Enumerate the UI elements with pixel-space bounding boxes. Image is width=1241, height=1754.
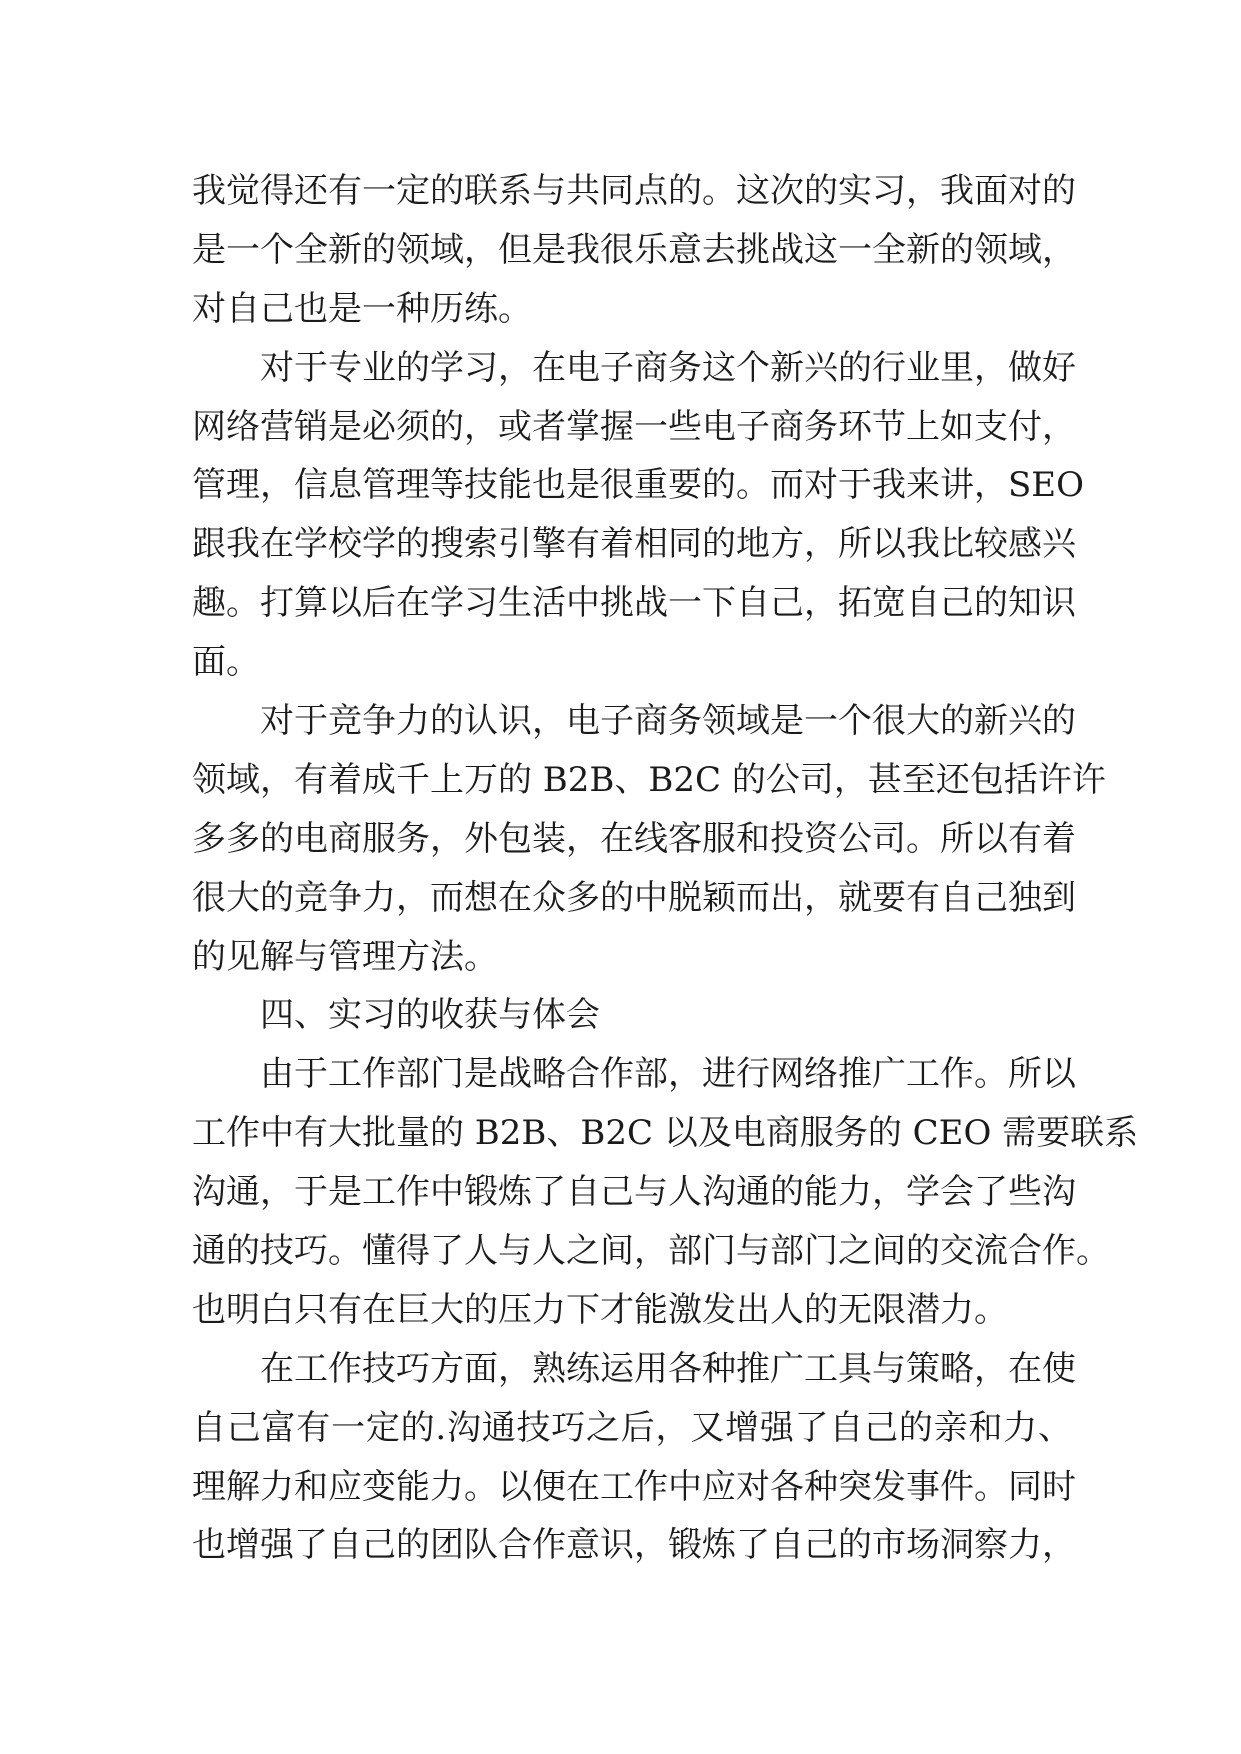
text-line: 管理，信息管理等技能也是很重要的。而对于我来讲，SEO: [192, 465, 1084, 506]
text-line: 沟通，于是工作中锻炼了自己与人沟通的能力，学会了些沟: [192, 1172, 1076, 1213]
text-line: 通的技巧。懂得了人与人之间，部门与部门之间的交流合作。: [192, 1231, 1110, 1272]
text-line: 面。: [192, 642, 260, 683]
text-line: 我觉得还有一定的联系与共同点的。这次的实习，我面对的: [192, 171, 1076, 211]
text-line: 也增强了自己的团队合作意识，锻炼了自己的市场洞察力，: [192, 1525, 1076, 1566]
text-line: 在工作技巧方面，熟练运用各种推广工具与策略，在使: [260, 1348, 1076, 1389]
text-line: 很大的竞争力，而想在众多的中脱颖而出，就要有自己独到: [192, 877, 1076, 918]
text-line: 趣。打算以后在学习生活中挑战一下自己，拓宽自己的知识: [192, 583, 1076, 624]
text-line: 自己富有一定的.沟通技巧之后，又增强了自己的亲和力、: [192, 1407, 1072, 1448]
text-line: 理解力和应变能力。以便在工作中应对各种突发事件。同时: [192, 1466, 1076, 1507]
text-line: 四、实习的收获与体会: [260, 995, 600, 1036]
text-line: 跟我在学校学的搜索引擎有着相同的地方，所以我比较感兴: [192, 524, 1076, 565]
text-line: 工作中有大批量的 B2B、B2C 以及电商服务的 CEO 需要联系: [192, 1113, 1139, 1154]
text-line: 也明白只有在巨大的压力下才能激发出人的无限潜力。: [192, 1289, 1008, 1330]
text-line: 是一个全新的领域，但是我很乐意去挑战这一全新的领域，: [192, 229, 1076, 270]
text-line: 领域，有着成千上万的 B2B、B2C 的公司，甚至还包括许许: [192, 759, 1106, 800]
text-line: 对于竞争力的认识，电子商务领域是一个很大的新兴的: [260, 701, 1076, 742]
text-line: 的见解与管理方法。: [192, 936, 498, 977]
text-line: 由于工作部门是战略合作部，进行网络推广工作。所以: [260, 1054, 1076, 1095]
text-line: 网络营销是必须的，或者掌握一些电子商务环节上如支付，: [192, 406, 1076, 447]
text-line: 对自己也是一种历练。: [192, 288, 532, 329]
text-line: 对于专业的学习，在电子商务这个新兴的行业里，做好: [260, 347, 1076, 388]
text-line: 多多的电商服务，外包装，在线客服和投资公司。所以有着: [192, 818, 1076, 859]
document-body: [192, 162, 1139, 1575]
